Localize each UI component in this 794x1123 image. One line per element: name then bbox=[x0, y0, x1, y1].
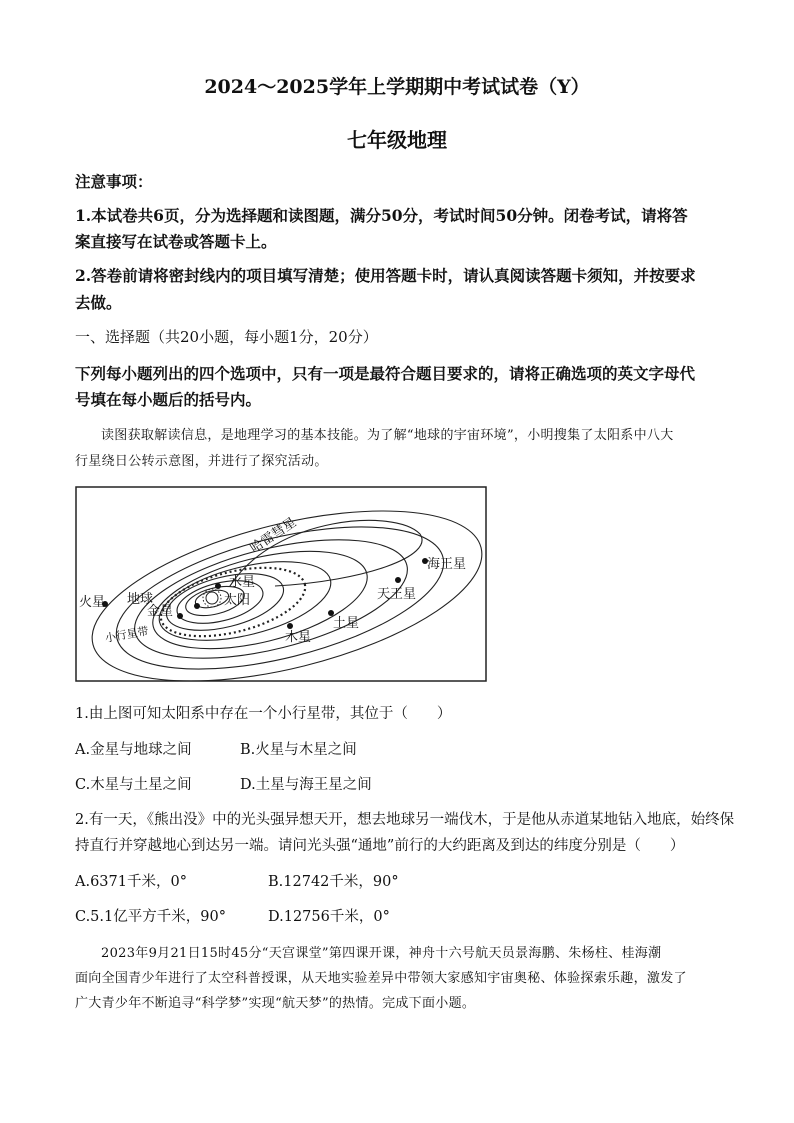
passage-2-line-1: 2023年9月21日15时45分“天宫课堂”第四课开课，神舟十六号航天员景海鹏、朱杨柱、桂海潮 bbox=[101, 946, 662, 961]
uranus-dot bbox=[395, 577, 401, 583]
notice-item-1-line-2: 案直接写在试卷或答题卡上。 bbox=[75, 232, 277, 251]
passage-1-line-2: 行星绕日公转示意图，并进行了探究活动。 bbox=[75, 454, 328, 469]
asteroid-belt-label: 小行星带 bbox=[103, 624, 150, 645]
passage-2-line-3: 广大青少年不断追寻“科学梦”实现“航天梦”的热情。完成下面小题。 bbox=[75, 996, 476, 1011]
venus-label: 金星 bbox=[147, 604, 174, 619]
mercury-dot bbox=[215, 583, 221, 589]
passage-1-line-1: 读图获取解读信息，是地理学习的基本技能。为了解“地球的宇宙环境”，小明搜集了太阳系中八大 bbox=[101, 428, 674, 443]
earth-dot bbox=[194, 603, 200, 609]
mercury-label: 水星 bbox=[229, 575, 256, 590]
question-2-option-c[interactable]: C.5.1亿平方千米，90° bbox=[75, 909, 226, 925]
notice-item-2-line-1: 2.答卷前请将密封线内的项目填写清楚；使用答题卡时，请认真阅读答题卡须知，并按要求 bbox=[75, 266, 696, 285]
solar-system-diagram bbox=[75, 486, 487, 682]
exam-subtitle: 七年级地理 bbox=[347, 128, 447, 152]
neptune-label: 海王星 bbox=[427, 557, 467, 572]
question-2-stem-line-1: 2.有一天，《熊出没》中的光头强异想天开，想去地球另一端伐木，于是他从赤道某地钻入地底，始终保 bbox=[75, 812, 735, 828]
question-2-option-d[interactable]: D.12756千米，0° bbox=[268, 909, 390, 925]
question-1-option-b[interactable]: B.火星与木星之间 bbox=[240, 742, 357, 758]
mars-label: 火星 bbox=[79, 595, 106, 610]
question-1-option-a[interactable]: A.金星与地球之间 bbox=[75, 742, 192, 758]
sun-label: 太阳 bbox=[224, 593, 251, 608]
notice-heading: 注意事项： bbox=[75, 172, 153, 191]
earth-label: 地球 bbox=[127, 592, 154, 607]
section-1-instruction-line-2: 号填在每小题后的括号内。 bbox=[75, 390, 262, 409]
passage-2-line-2: 面向全国青少年进行了太空科普授课，从天地实验差异中带领大家感知宇宙奥秘、体验探索乐趣，激发了 bbox=[75, 971, 687, 986]
question-2-option-a[interactable]: A.6371千米，0° bbox=[75, 874, 187, 890]
sun bbox=[203, 589, 221, 607]
jupiter-label: 木星 bbox=[285, 630, 312, 645]
question-1-option-d[interactable]: D.土星与海王星之间 bbox=[240, 777, 372, 793]
question-2-stem-line-2: 持直行并穿越地心到达另一端。请问光头强“通地”前行的大约距离及到达的纬度分别是（ ） bbox=[75, 838, 685, 854]
jupiter-dot bbox=[287, 623, 293, 629]
exam-title: 2024～2025学年上学期期中考试试卷（Y） bbox=[204, 76, 590, 98]
venus-dot bbox=[177, 613, 183, 619]
uranus-label: 天王星 bbox=[377, 587, 417, 602]
question-1-option-c[interactable]: C.木星与土星之间 bbox=[75, 777, 192, 793]
section-1-instruction-line-1: 下列每小题列出的四个选项中，只有一项是最符合题目要求的，请将正确选项的英文字母代 bbox=[75, 364, 696, 383]
question-2-option-b[interactable]: B.12742千米，90° bbox=[268, 874, 399, 890]
comet-label: 哈雷彗星 bbox=[247, 515, 300, 557]
question-1-stem: 1.由上图可知太阳系中存在一个小行星带，其位于（ ） bbox=[75, 706, 452, 722]
section-1-heading: 一、选择题（共20小题，每小题1分，20分） bbox=[75, 328, 378, 346]
saturn-label: 土星 bbox=[333, 616, 360, 631]
notice-item-1-line-1: 1.本试卷共6页，分为选择题和读图题，满分50分，考试时间50分钟。闭卷考试，请将答 bbox=[75, 206, 688, 225]
notice-item-2-line-2: 去做。 bbox=[75, 293, 122, 312]
